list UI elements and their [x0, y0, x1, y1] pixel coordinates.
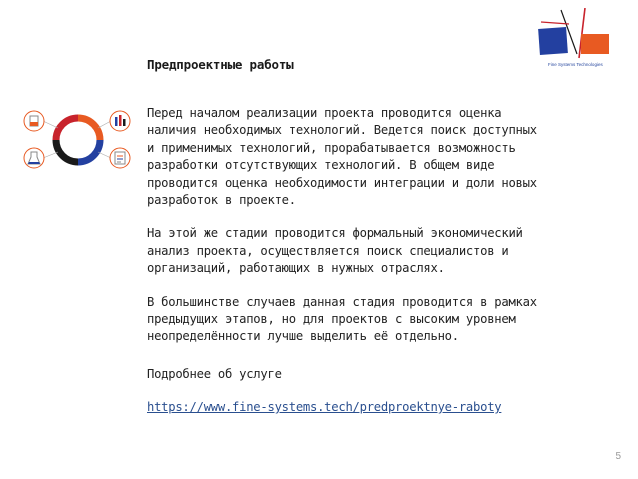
page-number: 5 — [615, 451, 621, 462]
more-info-label: Подробнее об услуге — [147, 367, 282, 381]
process-ring-diagram — [16, 100, 136, 180]
main-text — [147, 105, 607, 362]
service-link[interactable]: https://www.fine-systems.tech/predproektnye-raboty — [147, 400, 502, 414]
lab-beaker-icon — [24, 148, 44, 168]
paragraph-economics: На этой же стадии проводится формальный экономический анализ проекта, осуществляется поиск специалистов и организаций, работающих в нужных отраслях. — [147, 226, 523, 276]
chart-bars-icon — [110, 111, 130, 131]
logo-caption: Fine Systems Technologies — [548, 62, 603, 67]
company-logo — [531, 8, 617, 68]
paragraph-intro: Перед началом реализации проекта проводится оценка наличия необходимых технологий. Ведется поиск доступных и применимых технологий, прорабатывается возможность разработки отсутствующих технологий. В общем виде проводится оценка необходимости интеграции и доли новых разработок в проекте. — [147, 106, 537, 208]
paragraph-scope: В большинстве случаев данная стадия проводится в рамках предыдущих этапов, но для проектов с высоким уровнем неопределённости лучше выделить её отдельно. — [147, 294, 537, 344]
flask-icon — [24, 111, 44, 131]
process-ring — [56, 118, 100, 162]
page-title: Предпроектные работы — [147, 57, 294, 72]
document-icon — [110, 148, 130, 168]
